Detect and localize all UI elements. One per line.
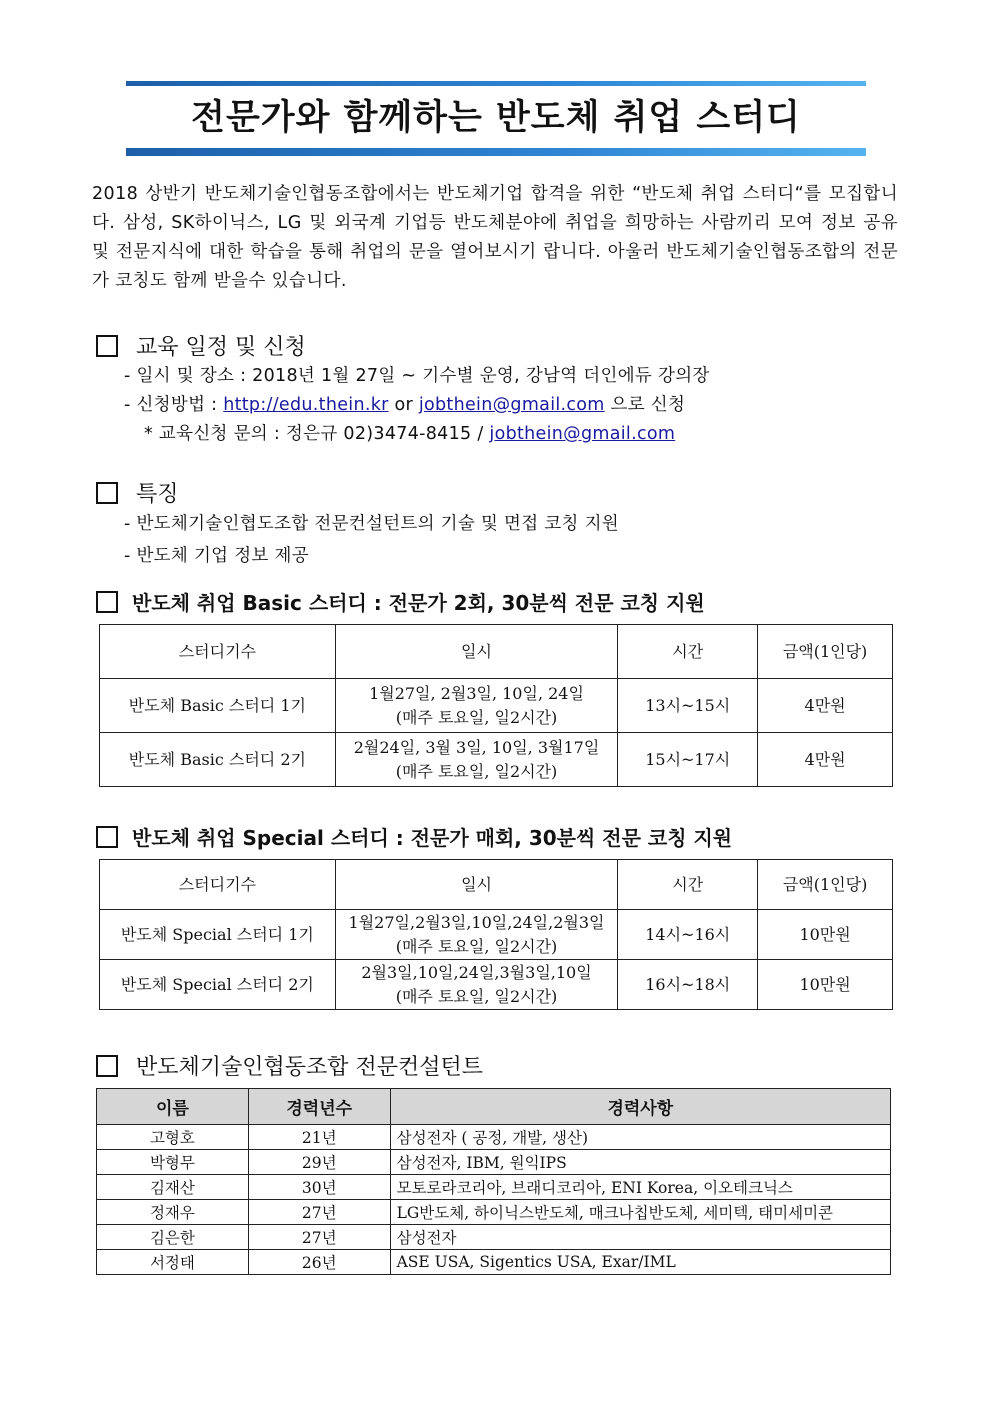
column-header: 이름: [97, 1089, 249, 1125]
consultant-years: 27년: [248, 1225, 390, 1250]
checkbox-square-icon: [96, 591, 118, 613]
apply-url-link[interactable]: http://edu.thein.kr: [223, 395, 389, 415]
table-row: [97, 1225, 891, 1250]
column-header: 금액(1인당): [758, 625, 893, 679]
schedule-line-contact: [144, 420, 675, 445]
study-name: 반도체 Basic 스터디 2기: [100, 733, 336, 787]
consultant-career: 삼성전자: [390, 1225, 890, 1250]
consultant-career: 삼성전자 ( 공정, 개발, 생산): [390, 1125, 890, 1150]
study-dates: [335, 910, 618, 960]
column-header: 시간: [618, 625, 758, 679]
column-header: 경력사항: [390, 1089, 890, 1125]
study-name: 반도체 Special 스터디 2기: [100, 960, 336, 1010]
consultant-career: LG반도체, 하이닉스반도체, 매크나칩반도체, 세미텍, 태미세미콘: [390, 1200, 890, 1225]
study-dates-note: (매주 토요일, 일2시간): [395, 986, 558, 1006]
section-consultants-title: 반도체기술인협동조합 전문컨설턴트: [136, 1055, 484, 1080]
section-consultants-heading: [96, 1050, 483, 1081]
study-time: 15시~17시: [618, 733, 758, 787]
schedule-line-date: - 일시 및 장소 : 2018년 1월 27일 ~ 기수별 운영, 강남역 더인에듀 강의장: [124, 366, 710, 386]
study-dates: [335, 733, 618, 787]
column-header: 경력년수: [248, 1089, 390, 1125]
table-row: [97, 1125, 891, 1150]
table-row: [97, 1200, 891, 1225]
consultant-career: 모토로라코리아, 브래디코리아, ENI Korea, 이오테크닉스: [390, 1175, 890, 1200]
apply-email-link[interactable]: jobthein@gmail.com: [418, 395, 605, 415]
consultant-career: 삼성전자, IBM, 원익IPS: [390, 1150, 890, 1175]
checkbox-square-icon: [96, 826, 118, 848]
consultant-name: 정재우: [97, 1200, 249, 1225]
contact-label: * 교육신청 문의 : 정은규 02)3474-8415 /: [144, 424, 490, 444]
title-top-rule: [126, 81, 866, 86]
special-study-table: [99, 859, 893, 1010]
column-header: 스터디기수: [100, 625, 336, 679]
table-row: [100, 733, 893, 787]
consultant-name: 박형무: [97, 1150, 249, 1175]
study-dates: [335, 679, 618, 733]
feature-item: - 반도체 기업 정보 제공: [124, 546, 309, 566]
table-row: [97, 1250, 891, 1275]
table-row: [97, 1175, 891, 1200]
section-basic-title: 반도체 취업 Basic 스터디 : 전문가 2회, 30분씩 전문 코칭 지원: [132, 591, 705, 615]
consultant-years: 27년: [248, 1200, 390, 1225]
table-header-row: [97, 1089, 891, 1125]
checkbox-square-icon: [96, 1055, 118, 1077]
column-header: 금액(1인당): [758, 860, 893, 910]
table-row: [100, 679, 893, 733]
table-header-row: [100, 625, 893, 679]
study-price: 4만원: [758, 679, 893, 733]
study-name: 반도체 Special 스터디 1기: [100, 910, 336, 960]
feature-item: - 반도체기술인협도조합 전문컨설턴트의 기술 및 면접 코칭 지원: [124, 514, 619, 534]
study-time: 14시~16시: [618, 910, 758, 960]
study-price: 10만원: [758, 910, 893, 960]
section-basic-heading: [96, 587, 705, 616]
consultant-name: 서정태: [97, 1250, 249, 1275]
table-row: [100, 910, 893, 960]
section-special-title: 반도체 취업 Special 스터디 : 전문가 매회, 30분씩 전문 코칭 지원: [132, 826, 733, 850]
schedule-line-apply: [124, 391, 685, 416]
study-name: 반도체 Basic 스터디 1기: [100, 679, 336, 733]
table-row: [97, 1150, 891, 1175]
section-features-heading: [96, 477, 179, 508]
column-header: 일시: [335, 860, 618, 910]
checkbox-square-icon: [96, 335, 118, 357]
study-price: 10만원: [758, 960, 893, 1010]
section-schedule-title: 교육 일정 및 신청: [136, 335, 306, 360]
study-dates-note: (매주 토요일, 일2시간): [395, 707, 558, 727]
contact-email-link[interactable]: jobthein@gmail.com: [489, 424, 676, 444]
consultant-name: 김은한: [97, 1225, 249, 1250]
study-dates-line: 1월27일, 2월3일, 10일, 24일: [369, 683, 584, 703]
study-time: 16시~18시: [618, 960, 758, 1010]
consultant-career: ASE USA, Sigentics USA, Exar/IML: [390, 1250, 890, 1275]
basic-study-table: [99, 624, 893, 787]
study-price: 4만원: [758, 733, 893, 787]
consultants-table: [96, 1088, 891, 1275]
consultant-years: 29년: [248, 1150, 390, 1175]
study-dates-line: 1월27일,2월3일,10일,24일,2월3일: [348, 912, 605, 932]
apply-or: or: [388, 395, 419, 415]
section-special-heading: [96, 822, 732, 851]
title-bottom-rule: [126, 148, 866, 156]
table-row: [100, 960, 893, 1010]
consultant-name: 김재산: [97, 1175, 249, 1200]
consultant-years: 21년: [248, 1125, 390, 1150]
study-time: 13시~15시: [618, 679, 758, 733]
intro-paragraph: 2018 상반기 반도체기술인협동조합에서는 반도체기업 합격을 위한 “반도체 취업 스터디“를 모집합니다. 삼성, SK하이닉스, LG 및 외국계 기업등 반도체분야에 취업을 희망하는 사람끼리 모여 정보 공유 및 전문지식에 대한 학습을 통해 취업의 문을 열어보시기 랍니다. 아울러 반도체기술인협동조합의 전문가 코칭도 함께 받을수 있습니다.: [92, 184, 898, 291]
consultant-years: 30년: [248, 1175, 390, 1200]
page-title: 전문가와 함께하는 반도체 취업 스터디: [191, 98, 801, 138]
column-header: 일시: [335, 625, 618, 679]
table-header-row: [100, 860, 893, 910]
section-features-title: 특징: [136, 482, 179, 507]
study-dates-line: 2월3일,10일,24일,3월3일,10일: [361, 962, 592, 982]
consultant-years: 26년: [248, 1250, 390, 1275]
section-schedule-heading: [96, 330, 306, 361]
study-dates: [335, 960, 618, 1010]
apply-suffix: 으로 신청: [604, 395, 686, 415]
study-dates-note: (매주 토요일, 일2시간): [395, 936, 558, 956]
consultant-name: 고형호: [97, 1125, 249, 1150]
checkbox-square-icon: [96, 482, 118, 504]
column-header: 스터디기수: [100, 860, 336, 910]
study-dates-note: (매주 토요일, 일2시간): [395, 761, 558, 781]
column-header: 시간: [618, 860, 758, 910]
apply-label: - 신청방법 :: [124, 395, 224, 415]
study-dates-line: 2월24일, 3월 3일, 10일, 3월17일: [353, 737, 600, 757]
